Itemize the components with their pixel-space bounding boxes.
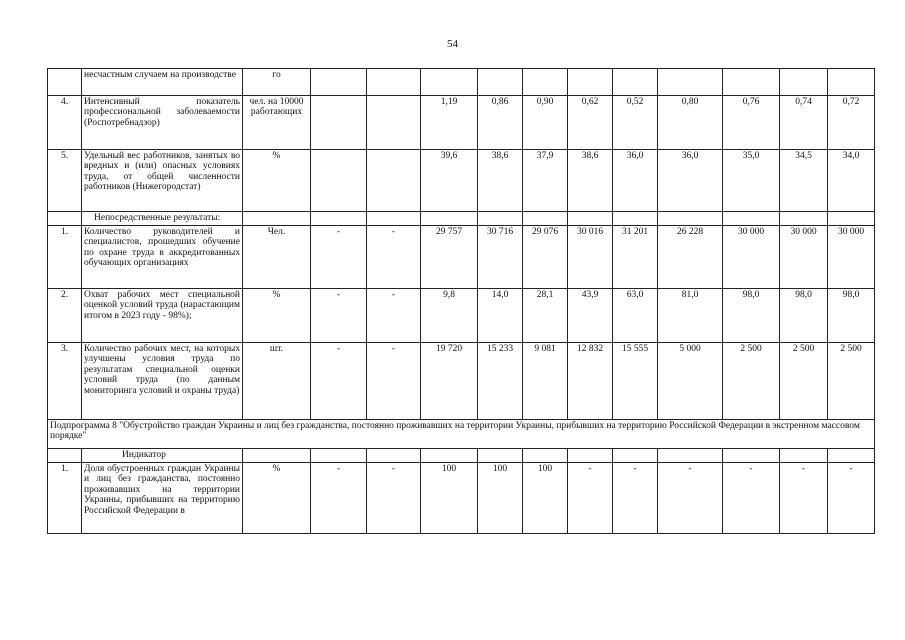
value-cell: 81,0: [658, 289, 723, 343]
indicator-name-cell: Удельный вес работников, занятых во вредных и (или) опасных условиях труда, от общей численности работников (Нижегородстат): [82, 150, 243, 212]
unit-cell: %: [243, 289, 311, 343]
value-cell: [421, 449, 478, 463]
value-cell: [828, 449, 875, 463]
section-label-cell: Индикатор: [82, 449, 243, 463]
value-cell: -: [367, 289, 421, 343]
value-cell: 0,62: [568, 96, 613, 150]
indicator-name-cell: Доля обустроенных граждан Украины и лиц без гражданства, постоянно проживавших на территории Украины, прибывших на территорию Российской Федерации в: [82, 463, 243, 534]
row-number-cell: 1.: [48, 226, 82, 289]
value-cell: 31 201: [613, 226, 658, 289]
table-row: [48, 343, 875, 420]
row-number-cell: 1.: [48, 463, 82, 534]
value-cell: [568, 449, 613, 463]
row-number-cell: 2.: [48, 289, 82, 343]
value-cell: 98,0: [780, 289, 828, 343]
value-cell: 98,0: [828, 289, 875, 343]
value-cell: -: [367, 343, 421, 420]
table-row: [48, 226, 875, 289]
value-cell: 0,80: [658, 96, 723, 150]
value-cell: [780, 69, 828, 96]
value-cell: [723, 69, 780, 96]
value-cell: [658, 212, 723, 226]
value-cell: 98,0: [723, 289, 780, 343]
value-cell: 28,1: [523, 289, 568, 343]
row-number-cell: [48, 212, 82, 226]
table-row: [48, 212, 875, 226]
row-number-cell: [48, 449, 82, 463]
table-row: [48, 96, 875, 150]
table-row: [48, 289, 875, 343]
value-cell: -: [311, 289, 367, 343]
value-cell: 29 076: [523, 226, 568, 289]
value-cell: 0,72: [828, 96, 875, 150]
value-cell: 0,76: [723, 96, 780, 150]
row-number-cell: 4.: [48, 96, 82, 150]
value-cell: 39,6: [421, 150, 478, 212]
value-cell: 0,86: [478, 96, 523, 150]
value-cell: 9,8: [421, 289, 478, 343]
value-cell: [367, 96, 421, 150]
value-cell: -: [723, 463, 780, 534]
value-cell: 30 716: [478, 226, 523, 289]
section-label-cell: Непосредственные результаты:: [82, 212, 243, 226]
value-cell: 38,6: [478, 150, 523, 212]
page-number: 54: [447, 38, 458, 50]
value-cell: 37,9: [523, 150, 568, 212]
value-cell: 100: [523, 463, 568, 534]
value-cell: [523, 69, 568, 96]
value-cell: 29 757: [421, 226, 478, 289]
value-cell: -: [658, 463, 723, 534]
row-number-cell: 5.: [48, 150, 82, 212]
value-cell: 14,0: [478, 289, 523, 343]
unit-cell: шт.: [243, 343, 311, 420]
value-cell: -: [780, 463, 828, 534]
value-cell: [367, 212, 421, 226]
value-cell: 34,0: [828, 150, 875, 212]
indicator-name-cell: несчастным случаем на производстве: [82, 69, 243, 96]
value-cell: [311, 449, 367, 463]
value-cell: 19 720: [421, 343, 478, 420]
value-cell: 0,52: [613, 96, 658, 150]
value-cell: 36,0: [613, 150, 658, 212]
subprogram-title-cell: Подпрограмма 8 "Обустройство граждан Украины и лиц без гражданства, постоянно проживавших на территории Украины, прибывших на территорию Российской Федерации в экстренном массовом порядке": [48, 420, 875, 449]
value-cell: 0,74: [780, 96, 828, 150]
value-cell: [478, 449, 523, 463]
value-cell: [311, 212, 367, 226]
value-cell: -: [367, 226, 421, 289]
value-cell: [478, 212, 523, 226]
table-row: [48, 69, 875, 96]
table-row: [48, 150, 875, 212]
unit-cell: чел. на 10000 работающих: [243, 96, 311, 150]
value-cell: 1,19: [421, 96, 478, 150]
table-row: [48, 420, 875, 449]
value-cell: [613, 69, 658, 96]
value-cell: [523, 212, 568, 226]
value-cell: 38,6: [568, 150, 613, 212]
value-cell: [568, 212, 613, 226]
value-cell: 26 228: [658, 226, 723, 289]
value-cell: 30 000: [828, 226, 875, 289]
value-cell: 36,0: [658, 150, 723, 212]
row-number-cell: [48, 69, 82, 96]
value-cell: 0,90: [523, 96, 568, 150]
indicator-name-cell: Количество руководителей и специалистов, прошедших обучение по охране труда в аккредитованных обучающих организациях: [82, 226, 243, 289]
indicator-name-cell: Охват рабочих мест специальной оценкой условий труда (нарастающим итогом в 2023 году - 98%);: [82, 289, 243, 343]
value-cell: 30 000: [723, 226, 780, 289]
value-cell: [421, 69, 478, 96]
value-cell: 2 500: [780, 343, 828, 420]
value-cell: 15 233: [478, 343, 523, 420]
value-cell: -: [828, 463, 875, 534]
value-cell: [723, 449, 780, 463]
value-cell: [658, 449, 723, 463]
value-cell: 15 555: [613, 343, 658, 420]
value-cell: [723, 212, 780, 226]
row-number-cell: 3.: [48, 343, 82, 420]
unit-cell: го: [243, 69, 311, 96]
value-cell: -: [568, 463, 613, 534]
value-cell: -: [311, 226, 367, 289]
value-cell: [421, 212, 478, 226]
unit-cell: %: [243, 463, 311, 534]
indicators-table: [47, 68, 875, 534]
value-cell: [613, 449, 658, 463]
value-cell: 30 016: [568, 226, 613, 289]
value-cell: 9 081: [523, 343, 568, 420]
value-cell: [367, 449, 421, 463]
value-cell: [311, 96, 367, 150]
value-cell: -: [311, 463, 367, 534]
value-cell: [367, 150, 421, 212]
value-cell: [311, 150, 367, 212]
value-cell: 2 500: [723, 343, 780, 420]
value-cell: [828, 69, 875, 96]
indicator-name-cell: Интенсивный показатель профессиональной заболеваемости (Роспотребнадзор): [82, 96, 243, 150]
value-cell: 63,0: [613, 289, 658, 343]
value-cell: 35,0: [723, 150, 780, 212]
table-row: [48, 463, 875, 534]
value-cell: [780, 212, 828, 226]
value-cell: [478, 69, 523, 96]
value-cell: [367, 69, 421, 96]
value-cell: [780, 449, 828, 463]
value-cell: [658, 69, 723, 96]
value-cell: [828, 212, 875, 226]
value-cell: [568, 69, 613, 96]
value-cell: -: [613, 463, 658, 534]
value-cell: 5 000: [658, 343, 723, 420]
value-cell: 30 000: [780, 226, 828, 289]
value-cell: -: [311, 343, 367, 420]
unit-cell: [243, 449, 311, 463]
unit-cell: [243, 212, 311, 226]
value-cell: [311, 69, 367, 96]
value-cell: 100: [421, 463, 478, 534]
unit-cell: Чел.: [243, 226, 311, 289]
value-cell: -: [367, 463, 421, 534]
value-cell: 43,9: [568, 289, 613, 343]
value-cell: 12 832: [568, 343, 613, 420]
value-cell: 100: [478, 463, 523, 534]
table-row: [48, 449, 875, 463]
unit-cell: %: [243, 150, 311, 212]
table-body: [48, 69, 875, 534]
value-cell: [523, 449, 568, 463]
indicator-name-cell: Количество рабочих мест, на которых улучшены условия труда по результатам специальной оценки условий труда (по данным мониторинга условий и охраны труда): [82, 343, 243, 420]
value-cell: 34,5: [780, 150, 828, 212]
value-cell: 2 500: [828, 343, 875, 420]
value-cell: [613, 212, 658, 226]
